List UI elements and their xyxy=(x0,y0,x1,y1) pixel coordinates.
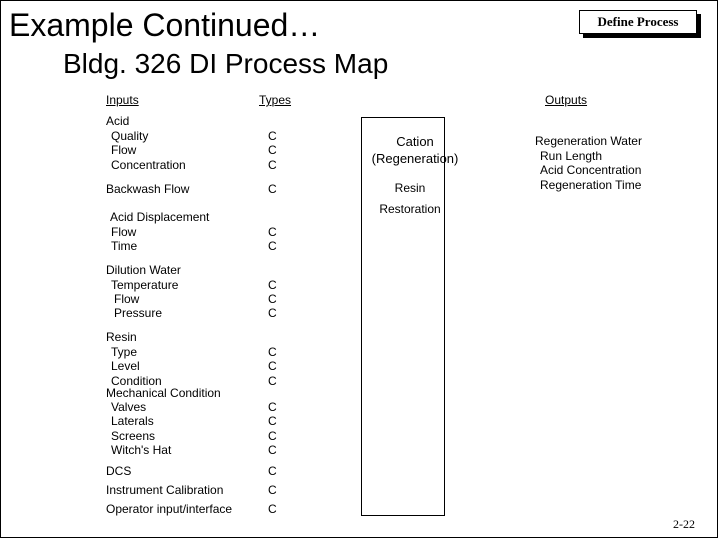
input-resin: Resin xyxy=(106,330,137,344)
input-instrument-calibration: Instrument Calibration xyxy=(106,483,224,497)
page-number: 2-22 xyxy=(673,517,695,531)
input-mc-valves: Valves xyxy=(111,400,147,414)
type-acid-concentration: C xyxy=(268,158,277,172)
output-regeneration-water: Regeneration Water xyxy=(535,134,642,148)
input-dcs: DCS xyxy=(106,464,132,478)
type-operator-interface: C xyxy=(268,502,277,516)
type-resin-type: C xyxy=(268,345,277,359)
type-backwash-flow: C xyxy=(268,182,277,196)
input-resin-type: Type xyxy=(111,345,138,359)
input-acid-concentration: Concentration xyxy=(111,158,186,172)
type-dcs: C xyxy=(268,464,277,478)
type-ad-flow: C xyxy=(268,225,277,239)
input-operator-interface: Operator input/interface xyxy=(106,502,233,516)
input-resin-condition: Condition xyxy=(111,374,162,388)
type-dw-pressure: C xyxy=(268,306,277,320)
input-backwash-flow: Backwash Flow xyxy=(106,182,190,196)
input-acid: Acid xyxy=(106,114,130,128)
process-name-line1: Cation xyxy=(396,134,434,149)
type-mc-valves: C xyxy=(268,400,277,414)
input-dilution-water: Dilution Water xyxy=(106,263,181,277)
output-run-length: Run Length xyxy=(540,149,603,163)
input-resin-level: Level xyxy=(111,359,140,373)
output-regeneration-time: Regeneration Time xyxy=(540,178,642,192)
process-name-line2: (Regeneration) xyxy=(371,151,459,166)
type-ad-time: C xyxy=(268,239,277,253)
input-dw-temperature: Temperature xyxy=(111,278,179,292)
type-mc-laterals: C xyxy=(268,414,277,428)
slide-title: Example Continued… xyxy=(9,7,321,43)
type-resin-condition: C xyxy=(268,374,277,388)
input-acid-flow: Flow xyxy=(111,143,137,157)
type-dw-temperature: C xyxy=(268,278,277,292)
type-acid-flow: C xyxy=(268,143,277,157)
input-acid-displacement: Acid Displacement xyxy=(110,210,210,224)
input-mechanical-condition: Mechanical Condition xyxy=(106,386,221,400)
input-mc-laterals: Laterals xyxy=(111,414,154,428)
input-mc-screens: Screens xyxy=(111,429,156,443)
type-mc-witchs-hat: C xyxy=(268,443,277,457)
input-dw-flow: Flow xyxy=(114,292,140,306)
type-resin-level: C xyxy=(268,359,277,373)
type-mc-screens: C xyxy=(268,429,277,443)
define-process-button[interactable]: Define Process xyxy=(579,10,697,34)
process-step-restoration: Restoration xyxy=(379,202,441,216)
inputs-header: Inputs xyxy=(106,93,139,107)
types-header: Types xyxy=(259,93,292,107)
type-dw-flow: C xyxy=(268,292,277,306)
input-mc-witchs-hat: Witch's Hat xyxy=(111,443,172,457)
type-acid-quality: C xyxy=(268,129,277,143)
process-box xyxy=(361,117,445,516)
type-instrument-calibration: C xyxy=(268,483,277,497)
process-step-resin: Resin xyxy=(394,181,426,195)
output-acid-concentration: Acid Concentration xyxy=(540,163,642,177)
outputs-header: Outputs xyxy=(545,93,588,107)
input-ad-time: Time xyxy=(111,239,138,253)
input-acid-quality: Quality xyxy=(111,129,149,143)
input-dw-pressure: Pressure xyxy=(114,306,163,320)
input-ad-flow: Flow xyxy=(111,225,137,239)
slide-subtitle: Bldg. 326 DI Process Map xyxy=(63,48,389,79)
